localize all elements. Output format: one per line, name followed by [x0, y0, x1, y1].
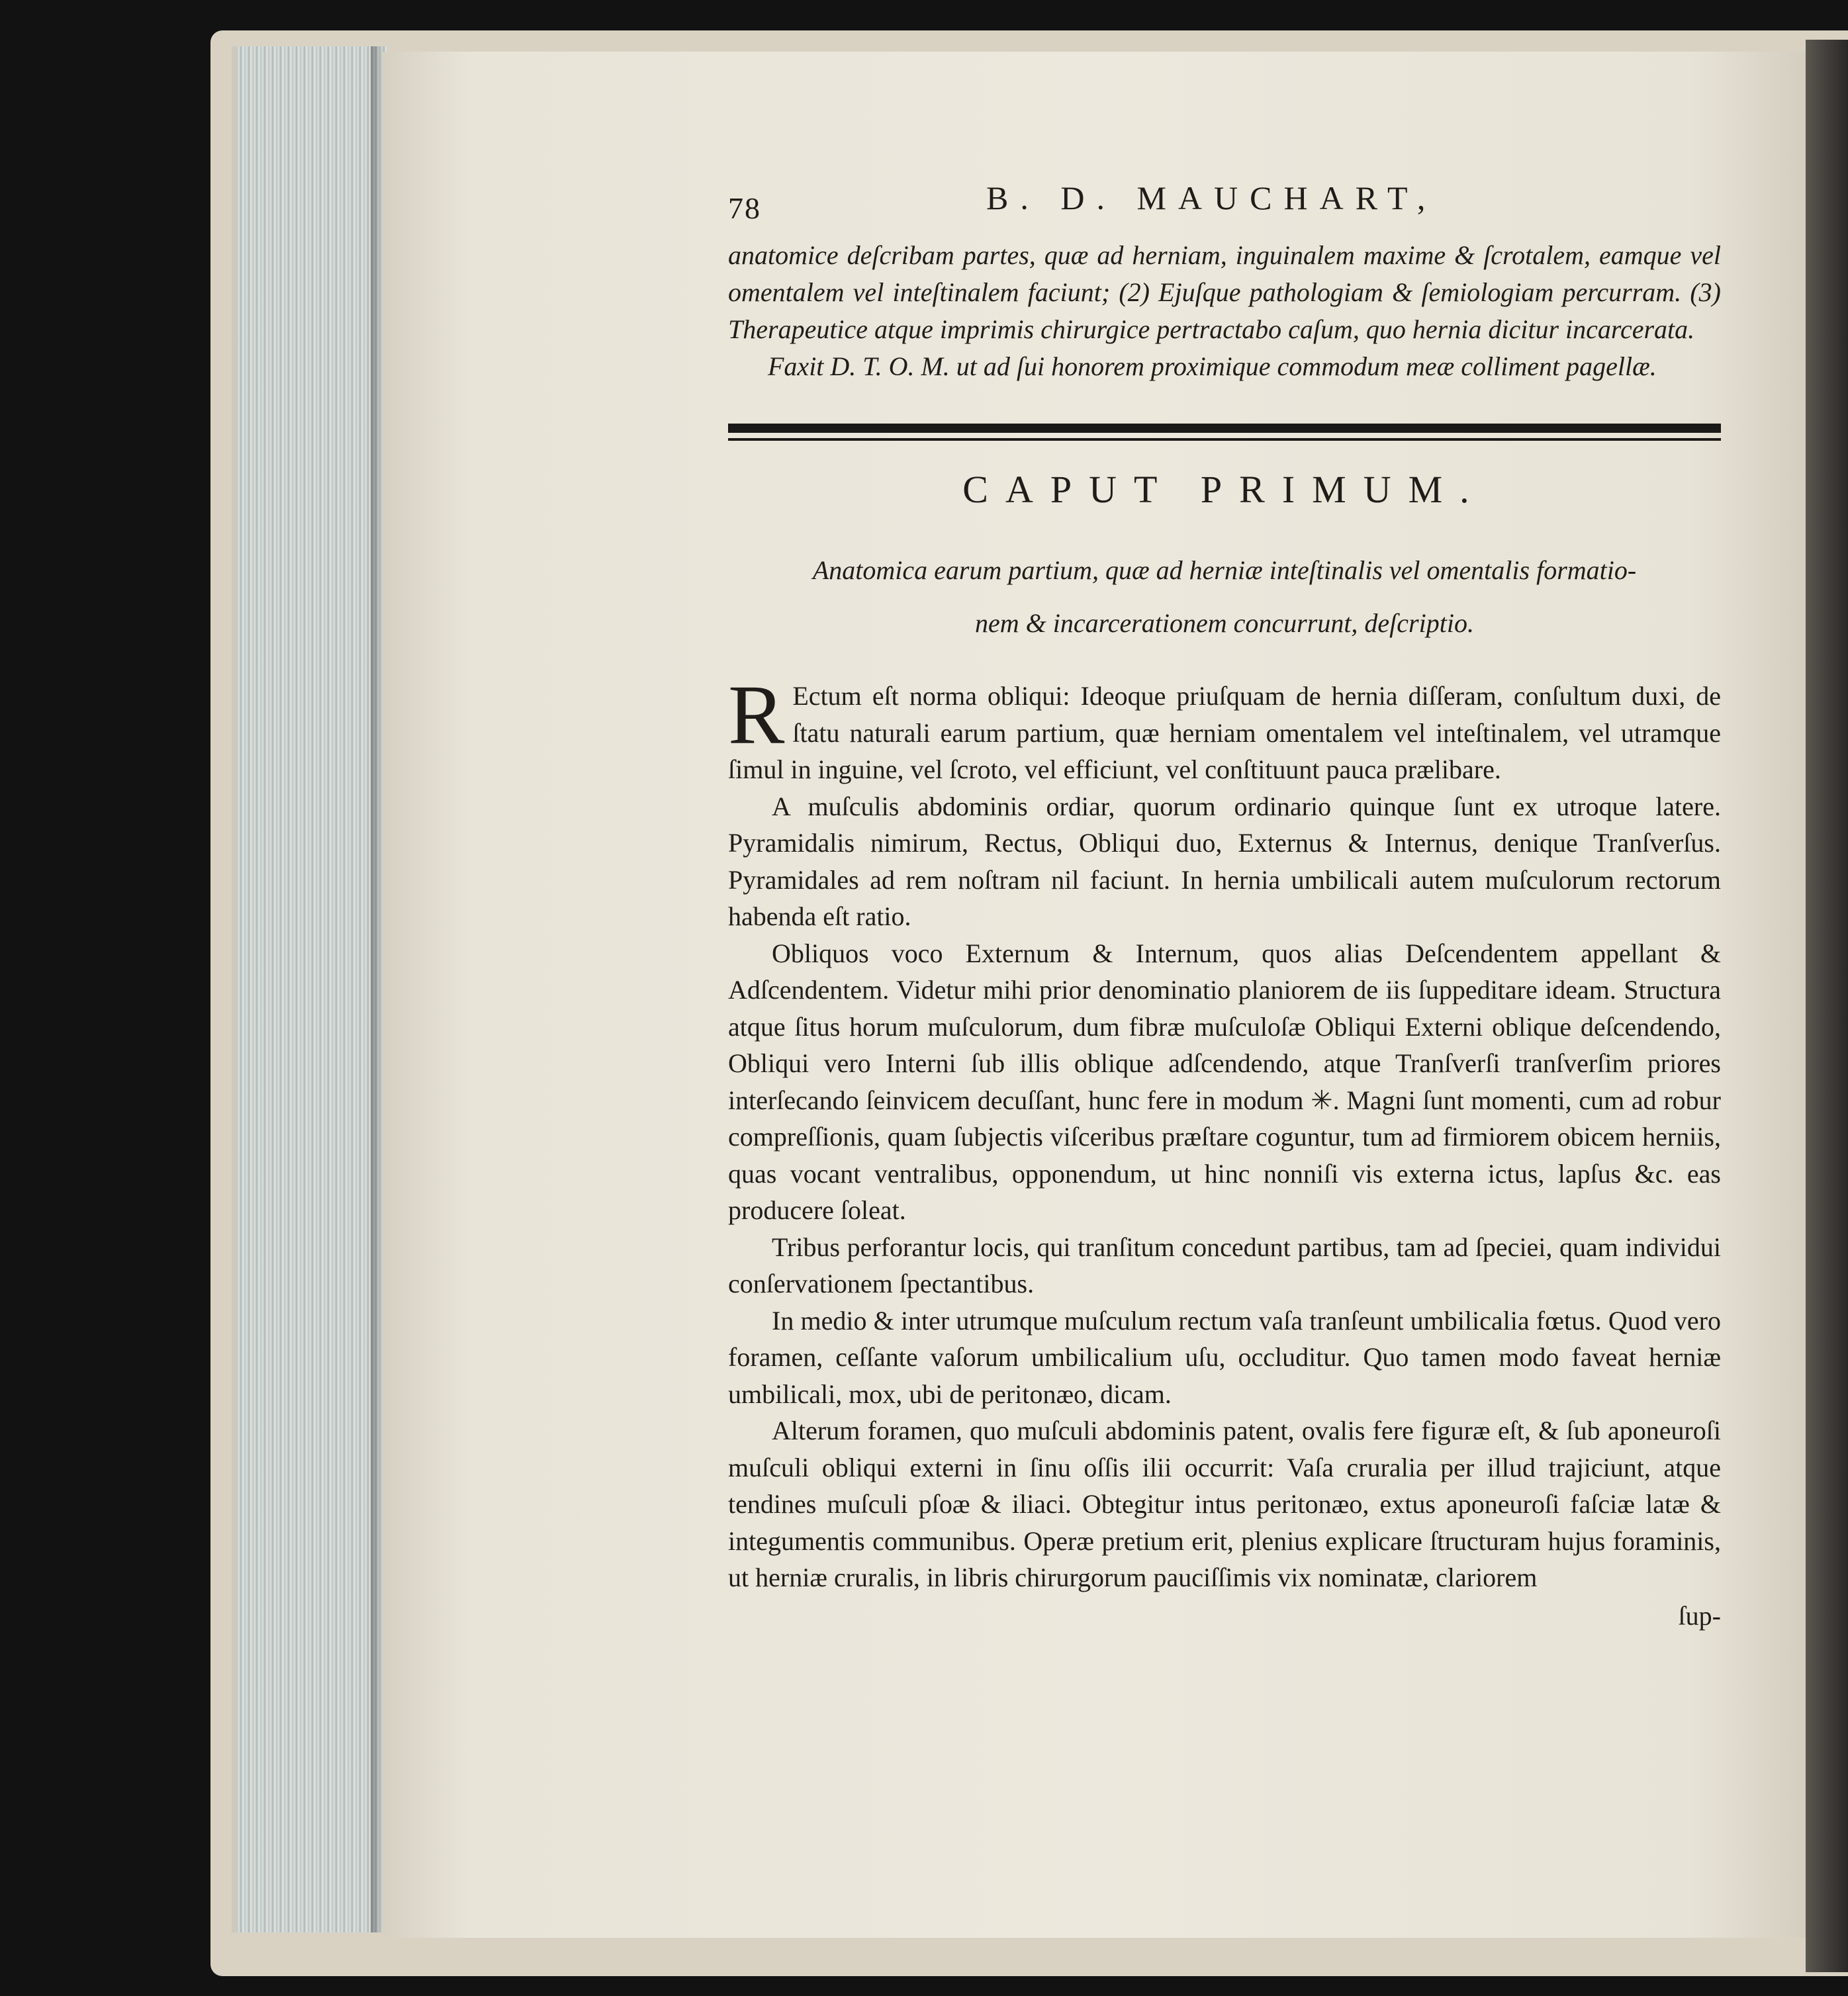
- intro-paragraph: Faxit D. T. O. M. ut ad ſui honorem proximique commodum meæ colliment pagellæ.: [768, 351, 1657, 381]
- body-text: [728, 668, 1721, 1596]
- body-paragraph: Tribus perforantur locis, qui tranſitum concedunt partibus, tam ad ſpeciei, quam individui conſervationem ſpectantibus.: [728, 1232, 1721, 1298]
- body-paragraph: [728, 668, 1721, 788]
- running-title: B. D. MAUCHART,: [986, 179, 1438, 216]
- section-rule-thin: [728, 438, 1721, 441]
- subtitle-line: nem & incarcerationem concurrunt, deſcriptio.: [975, 608, 1474, 638]
- body-paragraph: Alterum foramen, quo muſculi abdominis patent, ovalis fere figuræ eſt, & ſub aponeuroſi muſculi obliqui externi in ſinu oſſis ilii occurrit: Vaſa cruralia per illud trajiciunt, atque tendines muſculi pſoæ & iliaci. Obtegitur intus peritonæo, extus aponeuroſi faſciæ latæ & integumentis communibus. Operæ pretium erit, plenius explicare ſtructuram hujus foraminis, ut herniæ cruralis, in libris chirurgorum pauciſſimis vix nominatæ, clariorem: [728, 1416, 1721, 1592]
- body-paragraph: A muſculis abdominis ordiar, quorum ordinario quinque ſunt ex utroque latere. Pyramidalis nimirum, Rectus, Obliqui duo, Externus & Internus, denique Tranſverſus. Pyramidales ad rem noſtram nil faciunt. In hernia umbilicali autem muſculorum rectorum habenda eſt ratio.: [728, 791, 1721, 931]
- section-rule-thick: [728, 424, 1721, 433]
- running-head: [728, 179, 1721, 232]
- text-block: [728, 179, 1721, 1635]
- drop-cap: R: [728, 668, 785, 762]
- subtitle-line: Anatomica earum partium, quæ ad herniæ inteſtinalis vel omentalis formatio-: [812, 555, 1637, 585]
- intro-text: [728, 237, 1721, 385]
- facing-page-edge: [1806, 40, 1848, 1972]
- intro-paragraph: anatomice deſcribam partes, quæ ad herniam, inguinalem maxime & ſcrotalem, eamque vel omentalem vel inteſtinalem faciunt; (2) Ejuſque pathologiam & ſemiologiam percurram. (3) Therapeutice atque imprimis chirurgice pertractabo caſum, quo hernia dicitur incarcerata.: [728, 240, 1721, 344]
- page-edges: [232, 46, 388, 1932]
- page-number: 78: [728, 191, 761, 225]
- body-paragraph: Obliquos voco Externum & Internum, quos alias Deſcendentem appellant & Adſcendentem. Videtur mihi prior denominatio planiorem de iis ſuppeditare ideam. Structura atque ſitus horum muſculorum, dum fibræ muſculoſæ Obliqui Externi oblique deſcendendo, Obliqui vero Interni ſub illis oblique adſcendendo, atque Tranſverſi tranſverſim priores interſecando ſeinvicem decuſſant, hunc fere in modum ✳. Magni ſunt momenti, cum ad robur compreſſionis, quam ſubjectis viſceribus præſtare coguntur, tum ad firmiorem obicem herniis, quas vocant ventralibus, opponendum, ut hinc nonniſi vis externa ictus, lapſus &c. eas producere ſoleat.: [728, 938, 1721, 1225]
- chapter-subtitle: [728, 544, 1721, 650]
- chapter-title: CAPUT PRIMUM.: [962, 468, 1487, 511]
- catchword: ſup-: [1678, 1600, 1721, 1631]
- paragraph-text: Ectum eſt norma obliqui: Ideoque priuſquam de hernia diſſeram, conſultum duxi, de ſtatu naturali earum partium, quæ herniam omentalem vel inteſtinalem, vel utramque ſimul in inguine, vel ſcroto, vel efficiunt, vel conſtituunt pauca prælibare.: [728, 681, 1721, 784]
- gutter-shadow: [371, 46, 384, 1932]
- body-paragraph: In medio & inter utrumque muſculum rectum vaſa tranſeunt umbilicalia fœtus. Quod vero foramen, ceſſante vaſorum umbilicalium uſu, occluditur. Quo tamen modo faveat herniæ umbilicali, mox, ubi de peritonæo, dicam.: [728, 1305, 1721, 1409]
